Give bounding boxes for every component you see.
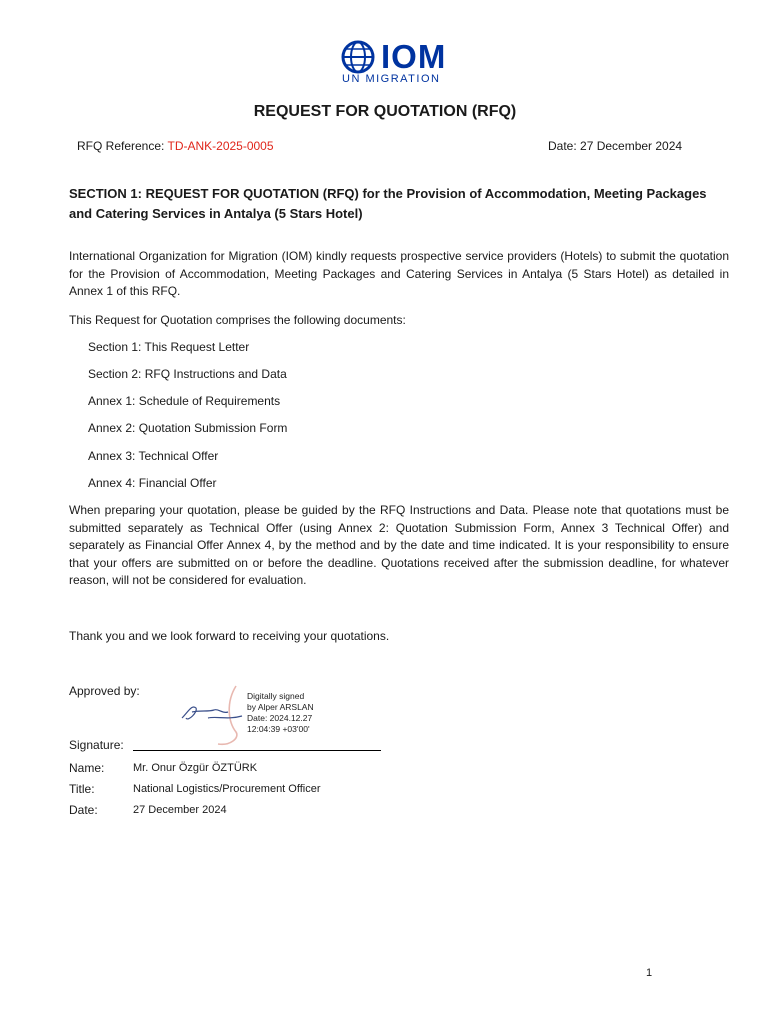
signature-label: Signature: [69,738,124,752]
page-title: REQUEST FOR QUOTATION (RFQ) [253,103,517,120]
logo-text: IOM [381,38,447,75]
name-value: Mr. Onur Özgür ÖZTÜRK [133,762,258,774]
closing-paragraph: Thank you and we look forward to receiving your quotations. [69,629,390,643]
title-label: Title: [69,782,95,796]
list-item: Section 1: This Request Letter [88,340,250,354]
list-item: Annex 2: Quotation Submission Form [88,421,288,435]
rfq-reference [77,139,274,153]
digital-signature-line: by Alper ARSLAN [247,702,314,712]
handwritten-signature [178,682,248,748]
title-value: National Logistics/Procurement Officer [133,783,321,795]
signature-line [133,750,381,751]
instructions-paragraph: When preparing your quotation, please be guided by the RFQ Instructions and Data. Please note that quotations must be submitted separately as Technical Offer (using Annex 2: Quotation Submission Form, Annex 3 Technical Offer) and separately as Financial Offer Annex 4, by the method and by the date and time indicated. It is your responsibility to ensure that your offers are submitted on or before the deadline. Quotations received after the submission deadline, for whatever reason, will not be considered for evaluation. [69,503,729,587]
date-value: 27 December 2024 [133,804,227,816]
logo-subtitle: UN MIGRATION [342,73,441,85]
list-item: Annex 3: Technical Offer [88,449,219,463]
digital-signature-stamp [247,691,314,735]
digital-signature-line: Date: 2024.12.27 [247,713,313,723]
list-item: Section 2: RFQ Instructions and Data [88,367,287,381]
approved-by-label: Approved by: [69,684,140,698]
list-item: Annex 1: Schedule of Requirements [88,394,281,408]
name-label: Name: [69,761,105,775]
page-number: 1 [646,967,653,979]
documents-intro: This Request for Quotation comprises the following documents: [69,313,406,327]
rfq-reference-label: RFQ Reference: [77,139,168,153]
intro-paragraph: International Organization for Migration (IOM) kindly requests prospective service providers (Hotels) to submit the quotation for the Provision of Accommodation, Meeting Packages and Catering Services in Antalya (5 Stars Hotel) as detailed in Annex 1 of this RFQ. [69,249,729,298]
document-date: Date: 27 December 2024 [548,139,683,153]
section-heading: SECTION 1: REQUEST FOR QUOTATION (RFQ) for the Provision of Accommodation, Meeting Packages and Catering Services in Antalya (5 Stars Hotel) [69,186,707,221]
digital-signature-line: 12:04:39 +03'00' [247,724,310,734]
list-item: Annex 4: Financial Offer [88,476,217,490]
rfq-reference-value: TD-ANK-2025-0005 [167,139,274,153]
digital-signature-line: Digitally signed [247,691,305,701]
date-label: Date: [69,803,98,817]
